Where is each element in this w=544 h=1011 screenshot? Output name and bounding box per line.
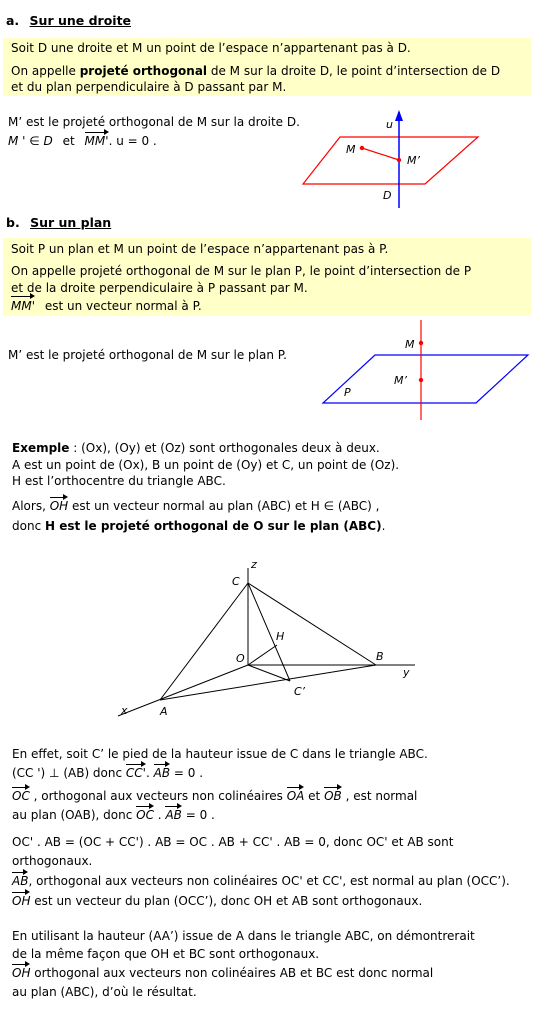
proof-line-5: OC' . AB = (OC + CC') . AB = OC . AB + CC' . AB = 0, donc OC' et AB sont: [12, 835, 454, 849]
proof-line-12: au plan (ABC), d’où le résultat.: [12, 985, 197, 999]
proof-line-11: OH orthogonal aux vecteurs non colinéaires AB et BC est donc normal: [12, 966, 434, 980]
definition-b-line-3: et de la droite perpendiculaire à P passant par M.: [11, 281, 308, 295]
fig-a-label-d: D: [383, 189, 392, 202]
fig-ex-label-b: B: [376, 650, 384, 663]
example-line-3: H est l’orthocentre du triangle ABC.: [12, 474, 226, 488]
definition-b-line-4: MM' est un vecteur normal à P.: [11, 299, 202, 313]
proof-line-3: OC , orthogonal aux vecteurs non colinéaires OA et OB , est normal: [12, 789, 418, 803]
definition-b-line-2: On appelle projeté orthogonal de M sur le plan P, le point d’intersection de P: [11, 264, 472, 278]
fig-b-label-m: M: [405, 338, 415, 351]
definition-a-line-2: On appelle projeté orthogonal de M sur la droite D, le point d’intersection de D: [11, 64, 501, 78]
proof-line-1: En effet, soit C’ le pied de la hauteur issue de C dans le triangle ABC.: [12, 747, 428, 761]
example-line-2: A est un point de (Ox), B un point de (Oy) et C, un point de (Oz).: [12, 458, 400, 472]
fig-ex-label-y: y: [403, 666, 410, 679]
vector-oh: OH: [49, 499, 69, 513]
example-line-4: Alors, OH est un vecteur normal au plan (ABC) et H ∈ (ABC) ,: [12, 499, 380, 513]
section-a-text-2: M ' ∈ D et MM'. u = 0 .: [8, 134, 157, 148]
section-b-text-1: M’ est le projeté orthogonal de M sur le plan P.: [8, 348, 287, 362]
vector-mm-prime-b: MM': [11, 299, 36, 313]
proof-line-2: (CC ') ⊥ (AB) donc CC'. AB = 0 .: [12, 766, 204, 780]
section-a-text-1: M’ est le projeté orthogonal de M sur la droite D.: [8, 115, 300, 129]
fig-ex-label-o: O: [236, 652, 245, 665]
proof-line-8: OH est un vecteur du plan (OCC’), donc OH et AB sont orthogonaux.: [12, 894, 423, 908]
proof-line-4: au plan (OAB), donc OC . AB = 0 .: [12, 808, 215, 822]
fig-ex-label-c: C: [232, 575, 240, 588]
proof-line-10: de la même façon que OH et BC sont orthogonaux.: [12, 947, 320, 961]
definition-a-term: projeté orthogonal: [79, 64, 208, 78]
definition-a-line-3: et du plan perpendiculaire à D passant par M.: [11, 80, 287, 94]
fig-a-label-mp: M’: [407, 154, 420, 167]
vector-mm-prime: MM': [84, 134, 109, 148]
fig-ex-label-cp: C’: [294, 685, 305, 698]
proof-line-9: En utilisant la hauteur (AA’) issue de A dans le triangle ABC, on démontrerait: [12, 929, 475, 943]
section-a-marker: a.: [6, 13, 20, 28]
fig-b-label-mp: M’: [394, 374, 407, 387]
proof-line-7: AB, orthogonal aux vecteurs non colinéaires OC' et CC', est normal au plan (OCC’).: [12, 874, 510, 888]
section-a-title: Sur une droite: [29, 13, 132, 28]
fig-ex-label-a: A: [160, 705, 168, 718]
section-b-marker: b.: [6, 215, 20, 230]
fig-ex-label-x: x: [121, 704, 128, 717]
example-line-5: donc H est le projeté orthogonal de O sur le plan (ABC).: [12, 519, 386, 533]
fig-ex-label-h: H: [276, 630, 285, 643]
fig-a-label-u: u: [386, 118, 393, 131]
definition-a-line-1: Soit D une droite et M un point de l’espace n’appartenant pas à D.: [11, 41, 411, 55]
proof-line-6: orthogonaux.: [12, 854, 93, 868]
definition-b-line-1: Soit P un plan et M un point de l’espace n’appartenant pas à P.: [11, 242, 389, 256]
fig-ex-label-z: z: [251, 558, 257, 571]
example-line-1: Exemple : (Ox), (Oy) et (Oz) sont orthogonales deux à deux.: [12, 441, 380, 455]
fig-b-label-p: P: [344, 386, 351, 399]
example-conclusion: H est le projeté orthogonal de O sur le plan (ABC): [44, 519, 382, 533]
fig-a-label-m: M: [346, 143, 356, 156]
example-label: Exemple: [12, 441, 70, 455]
section-b-title: Sur un plan: [30, 215, 112, 230]
